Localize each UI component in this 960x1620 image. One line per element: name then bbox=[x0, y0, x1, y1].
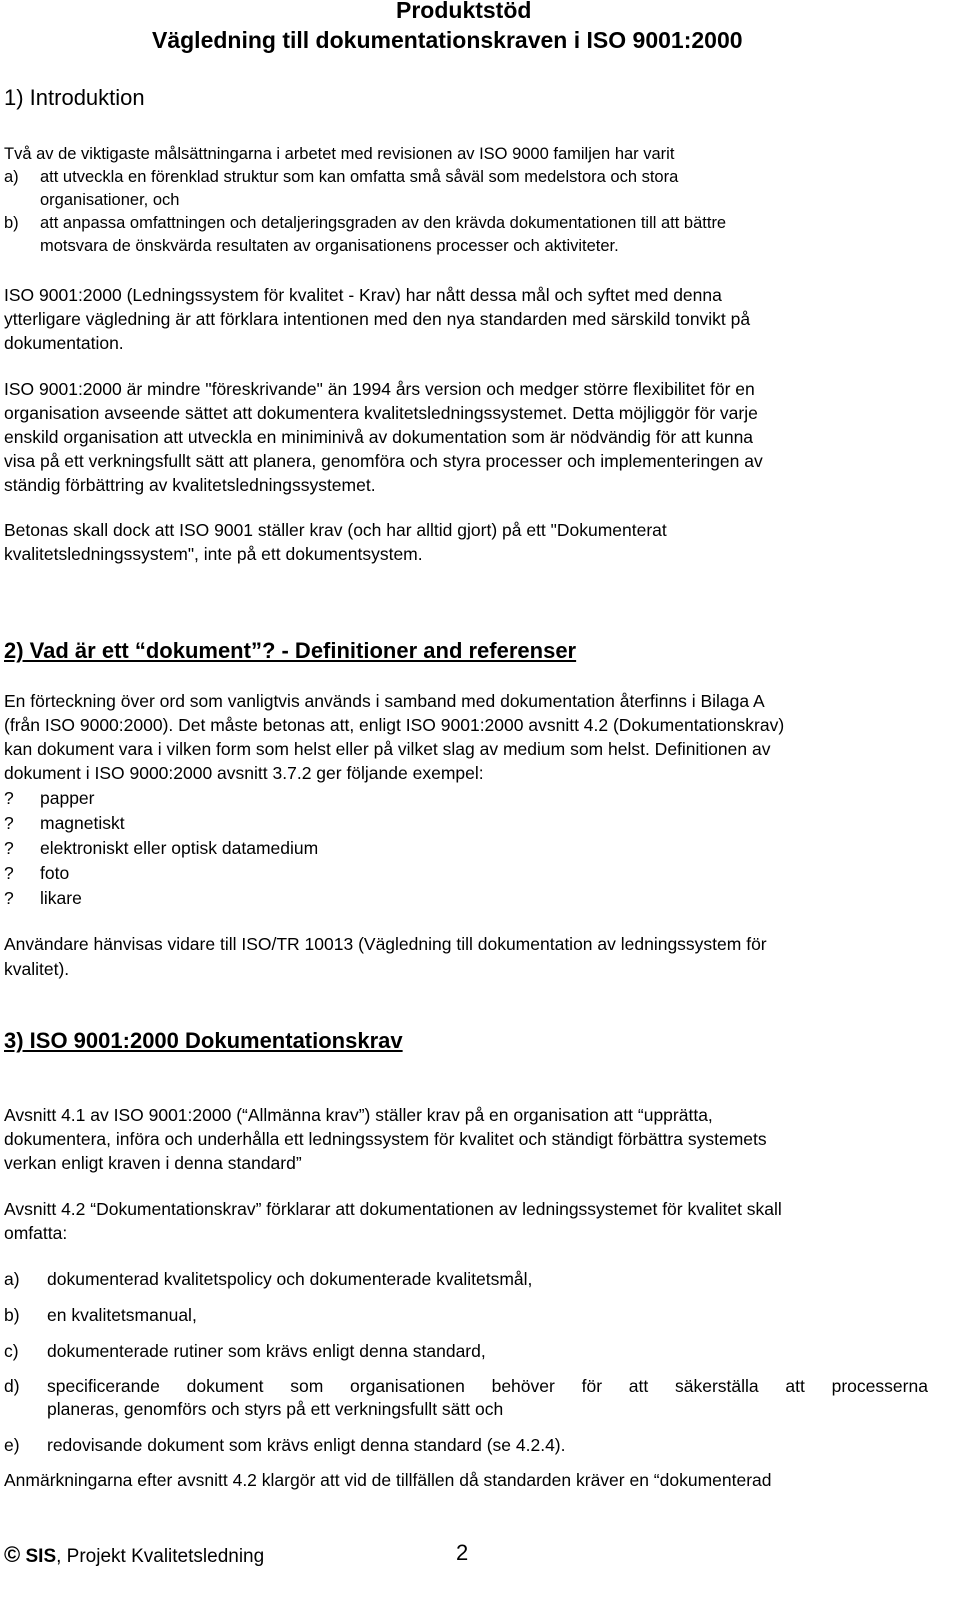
section-heading-introduktion: 1) Introduktion bbox=[4, 85, 145, 110]
copyright-icon: © bbox=[4, 1542, 21, 1567]
paragraph-line: (från ISO 9000:2000). Det måste betonas att, enligt ISO 9001:2000 avsnitt 4.2 (Dokumentationskrav) bbox=[4, 715, 785, 735]
paragraph-line: Användare hänvisas vidare till ISO/TR 10013 (Vägledning till dokumentation av ledningssystem för bbox=[4, 934, 767, 954]
footer-text: , Projekt Kvalitetsledning bbox=[56, 1546, 265, 1567]
intro-paragraph: Två av de viktigaste målsättningarna i arbetet med revisionen av ISO 9000 familjen har varit bbox=[4, 145, 675, 163]
document-subtitle: Vägledning till dokumentationskraven i ISO 9001:2000 bbox=[152, 27, 743, 53]
word: för bbox=[581, 1376, 603, 1396]
bullet-marker: ? bbox=[4, 788, 14, 808]
bullet-item bbox=[4, 836, 318, 860]
paragraph-line: omfatta: bbox=[4, 1223, 68, 1243]
list-marker-d: d) bbox=[4, 1376, 20, 1396]
word: processerna bbox=[831, 1376, 928, 1396]
bullet-text: magnetiskt bbox=[40, 813, 125, 833]
list-item-a-line2: organisationer, och bbox=[40, 191, 180, 209]
word: behöver bbox=[491, 1376, 555, 1396]
bullet-marker: ? bbox=[4, 888, 14, 908]
list-marker-e: e) bbox=[4, 1435, 20, 1455]
paragraph-line: ISO 9001:2000 är mindre "föreskrivande" än 1994 års version och medger större flexibilitet för en bbox=[4, 379, 755, 399]
paragraph-line: kvalitetsledningssystem", inte på ett dokumentsystem. bbox=[4, 544, 423, 564]
list-item-b-line2: motsvara de önskvärda resultaten av organisationens processer och aktiviteter. bbox=[40, 237, 619, 255]
paragraph-line: kan dokument vara i vilken form som helst eller på vilket slag av medium som helst. Definitionen av bbox=[4, 739, 771, 759]
paragraph-line: Betonas skall dock att ISO 9001 ställer krav (och har alltid gjort) på ett "Dokumenterat bbox=[4, 520, 667, 540]
list-item-text: en kvalitetsmanual, bbox=[47, 1305, 197, 1325]
footer-org: SIS bbox=[25, 1546, 57, 1567]
list-item-d-line2: planeras, genomförs och styrs på ett verkningsfullt sätt och bbox=[47, 1399, 504, 1419]
paragraph-line: En förteckning över ord som vanligtvis används i samband med dokumentation återfinns i Bilaga A bbox=[4, 691, 765, 711]
list-marker-a: a) bbox=[4, 1269, 20, 1289]
list-item-a-line1: att utveckla en förenklad struktur som kan omfatta små såväl som medelstora och stora bbox=[40, 168, 679, 186]
word: att bbox=[628, 1376, 649, 1396]
bullet-item bbox=[4, 786, 95, 810]
word: dokument bbox=[186, 1376, 264, 1396]
paragraph-line: organisation avseende sättet att dokumentera kvalitetsledningssystemet. Detta möjliggör för varje bbox=[4, 403, 758, 423]
list-marker-c: c) bbox=[4, 1341, 19, 1361]
bullet-marker: ? bbox=[4, 813, 14, 833]
list-marker-b: b) bbox=[4, 1305, 20, 1325]
paragraph-line: dokumentera, införa och underhålla ett ledningssystem för kvalitet och ständigt förbättra systemets bbox=[4, 1129, 767, 1149]
list-marker-a: a) bbox=[4, 168, 19, 186]
bullet-item bbox=[4, 811, 125, 835]
bullet-item bbox=[4, 886, 82, 910]
page-footer bbox=[4, 1542, 264, 1570]
bullet-marker: ? bbox=[4, 838, 14, 858]
paragraph-line: dokument i ISO 9000:2000 avsnitt 3.7.2 ger följande exempel: bbox=[4, 763, 484, 783]
paragraph-line: ISO 9001:2000 (Ledningssystem för kvalitet - Krav) har nått dessa mål och syftet med denna bbox=[4, 285, 722, 305]
section-heading-dokument: 2) Vad är ett “dokument”? - Definitioner and referenser bbox=[4, 638, 577, 663]
paragraph-line: Avsnitt 4.1 av ISO 9001:2000 (“Allmänna krav”) ställer krav på en organisation att “upprätta, bbox=[4, 1105, 713, 1125]
paragraph-line: verkan enligt kraven i denna standard” bbox=[4, 1153, 302, 1173]
document-title: Produktstöd bbox=[396, 0, 532, 23]
list-item-text: dokumenterade rutiner som krävs enligt denna standard, bbox=[47, 1341, 486, 1361]
bullet-text: likare bbox=[40, 888, 82, 908]
word: organisationen bbox=[350, 1376, 465, 1396]
word: att bbox=[785, 1376, 805, 1396]
bullet-text: foto bbox=[40, 863, 70, 883]
paragraph-line: Anmärkningarna efter avsnitt 4.2 klargör att vid de tillfällen då standarden kräver en “dokumenterad bbox=[4, 1470, 772, 1490]
bullet-marker: ? bbox=[4, 863, 14, 883]
paragraph-line: Avsnitt 4.2 “Dokumentationskrav” förklarar att dokumentationen av ledningssystemet för kvalitet skall bbox=[4, 1199, 782, 1219]
bullet-item bbox=[4, 861, 69, 885]
section-heading-dokumentationskrav: 3) ISO 9001:2000 Dokumentationskrav bbox=[4, 1028, 403, 1053]
bullet-text: papper bbox=[40, 788, 95, 808]
word: specificerande bbox=[47, 1376, 160, 1396]
paragraph-line: enskild organisation att utveckla en miniminivå av dokumentation som är nödvändig för att kunna bbox=[4, 427, 754, 447]
paragraph-line: ytterligare vägledning är att förklara intentionen med den nya standarden med särskild tonvikt på bbox=[4, 309, 751, 329]
paragraph-line: dokumentation. bbox=[4, 333, 124, 353]
list-item-text: redovisande dokument som krävs enligt denna standard (se 4.2.4). bbox=[47, 1435, 566, 1455]
word: säkerställa bbox=[675, 1376, 759, 1396]
paragraph-line: ständig förbättring av kvalitetsledningssystemet. bbox=[4, 475, 376, 495]
list-item-b-line1: att anpassa omfattningen och detaljeringsgraden av den krävda dokumentationen till att bättre bbox=[40, 214, 727, 232]
word: som bbox=[290, 1376, 324, 1396]
list-marker-b: b) bbox=[4, 214, 19, 232]
paragraph-line: visa på ett verkningsfullt sätt att planera, genomföra och styra processer och implementeringen av bbox=[4, 451, 763, 471]
paragraph-line: kvalitet). bbox=[4, 959, 70, 979]
list-item-d-line1 bbox=[47, 1374, 928, 1398]
list-item-text: dokumenterad kvalitetspolicy och dokumenterade kvalitetsmål, bbox=[47, 1269, 533, 1289]
page-number: 2 bbox=[456, 1540, 469, 1565]
bullet-text: elektroniskt eller optisk datamedium bbox=[40, 838, 319, 858]
